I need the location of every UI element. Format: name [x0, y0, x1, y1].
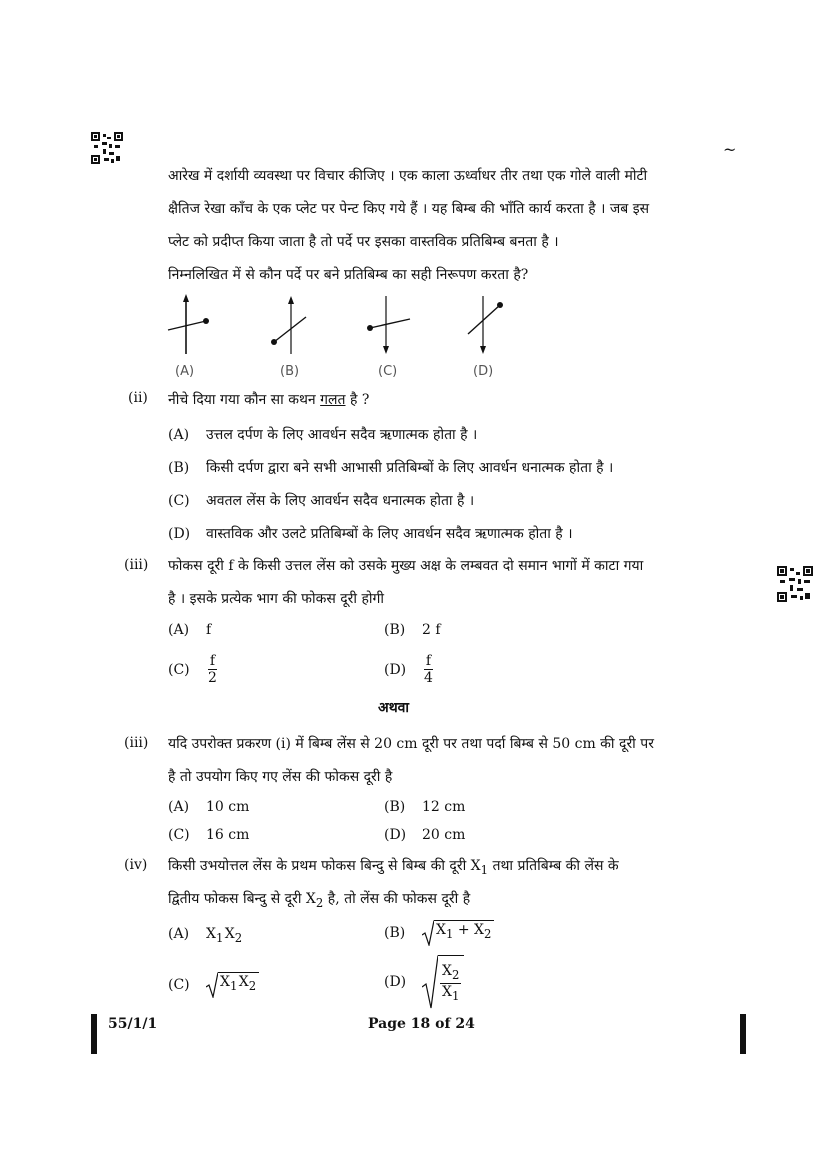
- qr-code-top-left: [91, 132, 123, 164]
- question-iii-line-2: है । इसके प्रत्येक भाग की फोकस दूरी होगी: [168, 591, 385, 607]
- question-iii-option-b: (B) 2 f: [384, 622, 441, 638]
- image-options-figure: [160, 292, 520, 358]
- figure-label-b: (B): [280, 364, 300, 379]
- figure-label-d: (D): [473, 364, 494, 379]
- question-iii-alt-line-2: है तो उपयोग किए गए लेंस की फोकस दूरी है: [168, 769, 393, 785]
- question-ii-text-after: है ?: [345, 392, 370, 408]
- intro-line-1: आरेख में दर्शायी व्यवस्था पर विचार कीजिए । एक काला ऊर्ध्वाधर तीर तथा एक गोले वाली मोटी: [168, 168, 648, 184]
- figure-label-c: (C): [378, 364, 398, 379]
- figure-option-a: [168, 294, 209, 354]
- right-margin-bar: [740, 1014, 746, 1054]
- figure-option-c: [367, 296, 410, 354]
- sqrt-x1-plus-x2: $X_1 + X_2$: [422, 920, 494, 946]
- question-ii-option-c: (C) अवतल लेंस के लिए आवर्धन सदैव धनात्मक होता है ।: [168, 493, 475, 509]
- question-iii-alt-option-c: (C) 16 cm: [168, 827, 250, 843]
- question-ii-option-a: (A) उत्तल दर्पण के लिए आवर्धन सदैव ऋणात्मक होता है ।: [168, 427, 478, 443]
- question-iii-line-1: फोकस दूरी f के किसी उत्तल लेंस को उसके मुख्य अक्ष के लम्बवत दो समान भागों में काटा गया: [168, 558, 644, 574]
- question-ii-option-b: (B) किसी दर्पण द्वारा बने सभी आभासी प्रतिबिम्बों के लिए आवर्धन धनात्मक होता है ।: [168, 460, 614, 476]
- figure-option-b: [271, 296, 306, 354]
- question-number-iii: (iii): [124, 557, 149, 573]
- qr-code-right: [777, 566, 813, 602]
- question-number-iii-alt: (iii): [124, 735, 149, 751]
- question-number-iv: (iv): [124, 857, 148, 873]
- question-iii-alt-option-d: (D) 20 cm: [384, 827, 466, 843]
- question-number-ii: (ii): [128, 390, 148, 406]
- figure-option-d: [468, 296, 503, 354]
- figure-label-a: (A): [175, 364, 195, 379]
- question-iv-option-a: (A) $X_1$ $X_2$: [168, 926, 243, 945]
- question-ii-option-d: (D) वास्तविक और उलटे प्रतिबिम्बों के लिए आवर्धन सदैव ऋणात्मक होता है ।: [168, 526, 573, 542]
- question-iv-option-d: (D) $\frac{X_2}{X_1}$: [384, 955, 464, 1009]
- question-iv-line-2: द्वितीय फोकस बिन्दु से दूरी $X_2$ है, तो लेंस की फोकस दूरी है: [168, 891, 471, 910]
- fraction-f-over-4: $\frac{f}{4}$: [424, 653, 433, 686]
- question-iv-option-b: (B) $X_1 + X_2$: [384, 920, 494, 946]
- fraction-f-over-2: $\frac{f}{2}$: [208, 653, 217, 686]
- left-margin-bar: [91, 1014, 97, 1054]
- sqrt-x2-over-x1: $\frac{X_2}{X_1}$: [422, 955, 464, 1009]
- question-iii-alt-option-a: (A) 10 cm: [168, 799, 250, 815]
- question-iii-alt-option-b: (B) 12 cm: [384, 799, 466, 815]
- intro-line-2: क्षैतिज रेखा काँच के एक प्लेट पर पेन्ट किए गये हैं । यह बिम्ब की भाँति कार्य करता है । जब इस: [168, 201, 650, 217]
- question-iv-line-1: किसी उभयोत्तल लेंस के प्रथम फोकस बिन्दु से बिम्ब की दूरी $X_1$ तथा प्रतिबिम्ब की लेंस के: [168, 858, 619, 877]
- question-iii-option-c: (C) $\frac{f}{2}$: [168, 653, 217, 686]
- intro-line-3: प्लेट को प्रदीप्त किया जाता है तो पर्दे पर इसका वास्तविक प्रतिबिम्ब बनता है ।: [168, 234, 559, 250]
- or-heading: अथवा: [378, 700, 410, 716]
- tilde-mark: ~: [723, 140, 737, 159]
- question-iii-option-d: (D) $\frac{f}{4}$: [384, 653, 433, 686]
- question-iii-alt-line-1: यदि उपरोक्त प्रकरण (i) में बिम्ब लेंस से 20 cm दूरी पर तथा पर्दा बिम्ब से 50 cm की दूरी पर: [168, 736, 654, 752]
- paper-code: 55/1/1: [108, 1016, 158, 1032]
- question-ii-text: [168, 390, 369, 409]
- question-iv-option-c: (C) $X_1$ $X_2$: [168, 972, 259, 998]
- sqrt-x1-x2: $X_1$ $X_2$: [206, 972, 259, 998]
- question-ii-text-before: नीचे दिया गया कौन सा कथन: [168, 392, 321, 408]
- intro-question: निम्नलिखित में से कौन पर्दे पर बने प्रतिबिम्ब का सही निरूपण करता है?: [168, 267, 529, 283]
- page-number: Page 18 of 24: [368, 1016, 475, 1032]
- question-ii-underlined-word: गलत: [320, 392, 346, 408]
- question-iii-option-a: (A) f: [168, 622, 212, 638]
- product-x1-x2: $X_1$ $X_2$: [206, 926, 243, 945]
